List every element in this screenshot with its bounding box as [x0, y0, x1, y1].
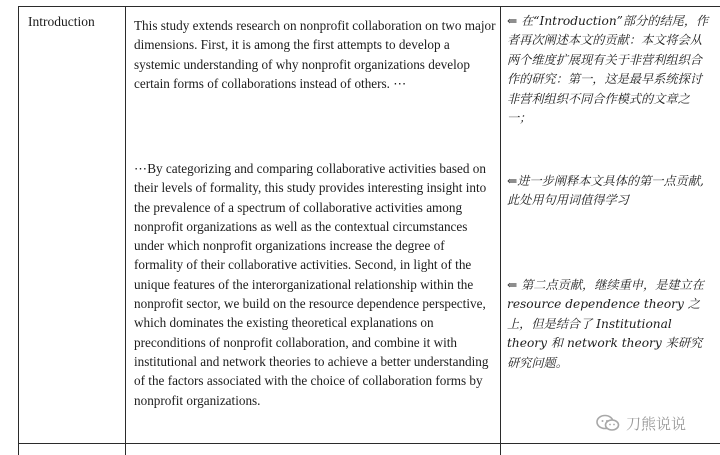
table-bottom-border — [18, 443, 720, 444]
wechat-bear-icon — [596, 413, 620, 433]
annotation-note-2: ⇐进一步阐释本文具体的第一点贡献, 此处用句用词值得学习 — [507, 174, 704, 208]
column-divider-1 — [125, 6, 126, 455]
paragraph-2: ⋯By categorizing and comparing collaborative activities based on their levels of formality, this study provides interesting insight into the prevalence of a spectrum of collaborative activities among nonprofit organizations as well as the contextual circumstances under which nonprofit organizations increase the degree of formality of their collaborative activities. Second, in light of the unique features of the interorganizational relationship within the nonprofit sector, we build on the resource dependence perspective, which dominates the existing theoretical explanations on preconditions of nonprofit collaboration, and combine it with institutional and network theories to achieve a better understanding of the factors associated with the choice of collaboration forms by nonprofit organizations. — [134, 161, 489, 408]
watermark-text: 刀熊说说 — [626, 414, 687, 433]
column-divider-2 — [500, 6, 501, 455]
annotation-note-3: ⇐ 第二点贡献，继续重申，是建立在 resource dependence theory 之上，但是结合了 Institutional theory 和 network theory 来研究研究问题。 — [507, 278, 704, 370]
watermark — [596, 412, 686, 434]
row-label-introduction: Introduction — [28, 14, 95, 29]
paragraph-1: This study extends research on nonprofit collaboration on two major dimensions. First, it is among the first attempts to develop a systemic understanding of why nonprofit organizations develop certain forms of collaborations instead of others. ⋯ — [134, 18, 496, 91]
table-left-border — [18, 6, 19, 455]
annotation-note-1: ⇐ 在“Introduction”部分的结尾，作者再次阐述本文的贡献：本文将会从两个维度扩展现有关于非营利组织合作的研究：第一，这是最早系统探讨非营利组织不同合作模式的文章之一； — [507, 14, 709, 126]
table-top-border — [18, 6, 720, 7]
